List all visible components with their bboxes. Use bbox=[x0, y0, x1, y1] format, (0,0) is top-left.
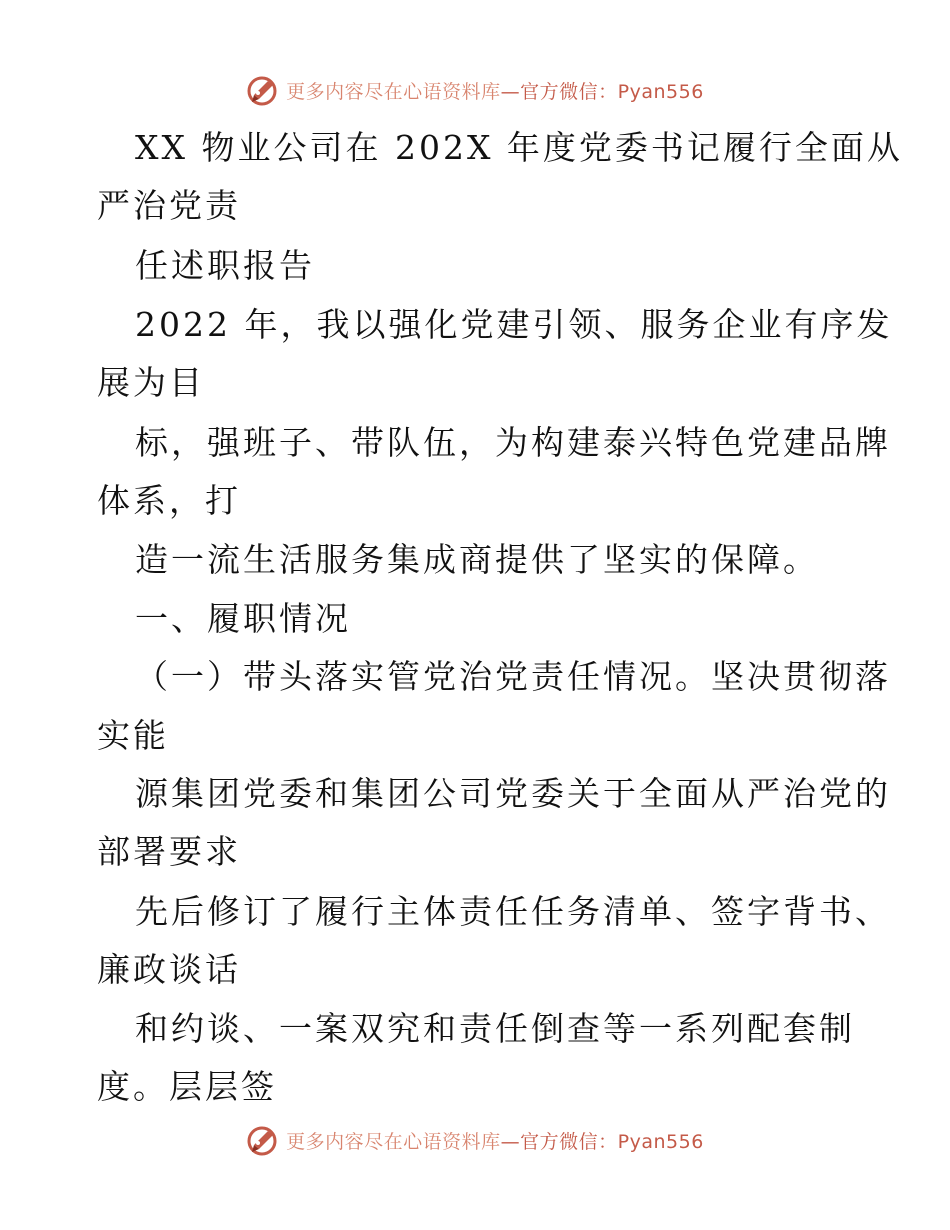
doc-line: 廉政谈话 bbox=[97, 950, 241, 989]
doc-line: 度。层层签 bbox=[97, 1067, 277, 1106]
doc-line: 实能 bbox=[97, 716, 169, 755]
doc-line: 2022 年，我以强化党建引领、服务企业有序发 bbox=[135, 305, 893, 344]
doc-line: 展为目 bbox=[97, 363, 205, 402]
pen-logo-icon bbox=[246, 1123, 280, 1157]
doc-line: 造一流生活服务集成商提供了坚实的保障。 bbox=[135, 540, 819, 579]
footer-banner-text bbox=[286, 1127, 704, 1154]
doc-line: 部署要求 bbox=[97, 832, 241, 871]
doc-line: 先后修订了履行主体责任任务清单、签字背书、 bbox=[135, 892, 891, 931]
header-banner-left: 更多内容尽在心语资料库 bbox=[286, 80, 501, 103]
footer-banner-left: 更多内容尽在心语资料库 bbox=[286, 1130, 501, 1153]
doc-line: XX 物业公司在 202X 年度党委书记履行全面从 bbox=[135, 128, 903, 167]
header-banner-right: —官方微信：Pyan556 bbox=[500, 80, 704, 103]
doc-line: 一、履职情况 bbox=[135, 599, 351, 638]
footer-banner bbox=[0, 1120, 950, 1160]
doc-line: 体系，打 bbox=[97, 481, 241, 520]
doc-line: （一）带头落实管党治党责任情况。坚决贯彻落 bbox=[135, 657, 891, 696]
footer-banner-right: —官方微信：Pyan556 bbox=[500, 1130, 704, 1153]
doc-line: 严治党责 bbox=[97, 186, 241, 225]
doc-line: 任述职报告 bbox=[135, 246, 315, 285]
doc-line: 和约谈、一案双究和责任倒查等一系列配套制 bbox=[135, 1009, 855, 1048]
doc-line: 标，强班子、带队伍，为构建泰兴特色党建品牌 bbox=[135, 423, 891, 462]
doc-line: 源集团党委和集团公司党委关于全面从严治党的 bbox=[135, 774, 891, 813]
